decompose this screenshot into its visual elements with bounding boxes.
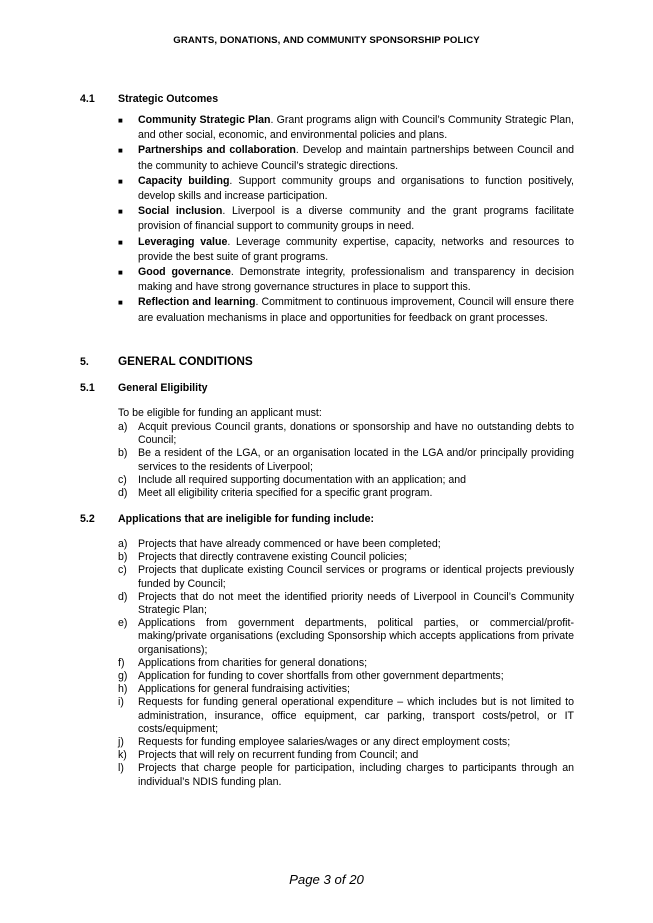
- list-item: d) Projects that do not meet the identified priority needs of Liverpool in Council’s Community Strategic Plan;: [118, 590, 574, 617]
- strategic-outcomes-list: [118, 113, 574, 326]
- bullet-item: ■ Partnerships and collaboration. Develop and maintain partnerships between Council and the community to achieve Council’s strategic directions.: [118, 144, 574, 172]
- bullet-item: ■ Community Strategic Plan. Grant programs align with Council’s Community Strategic Plan, and other social, economic, and environmental policies and plans.: [118, 114, 574, 142]
- section-5-heading: [80, 354, 253, 368]
- running-header: GRANTS, DONATIONS, AND COMMUNITY SPONSORSHIP POLICY: [173, 35, 480, 46]
- bullet-item: ■ Capacity building. Support community groups and organisations to function positively, develop skills and increase participation.: [118, 174, 574, 203]
- bullet-item: ■ Social inclusion. Liverpool is a diverse community and the grant programs facilitate provision of financial support to community groups in need.: [118, 205, 574, 233]
- list-item: b) Projects that directly contravene existing Council policies;: [118, 551, 408, 564]
- section-number: 5.1: [80, 382, 95, 394]
- section-5-1-heading: [80, 382, 207, 394]
- list-item: g) Application for funding to cover shortfalls from other government departments;: [118, 670, 504, 683]
- list-item: c) Projects that duplicate existing Council services or programs or identical projects previously funded by Council;: [118, 564, 574, 590]
- list-item: i) Requests for funding general operational expenditure – which includes but is not limited to administration, insurance, office equipment, car parking, transport costs/petrol, or IT costs/equipment;: [118, 696, 574, 735]
- section-title: Strategic Outcomes: [118, 93, 219, 105]
- bullet-item: ■ Leveraging value. Leverage community expertise, capacity, networks and resources to provide the best suite of grant programs.: [118, 235, 574, 263]
- list-item: l) Projects that charge people for participation, including charges to participants through an individual’s NDIS funding plan.: [118, 762, 574, 788]
- bullet-icon: ■: [118, 298, 123, 308]
- bullet-icon: ■: [118, 237, 123, 247]
- list-item: c) Include all required supporting documentation with an application; and: [118, 473, 467, 486]
- eligibility-intro: To be eligible for funding an applicant must:: [118, 407, 322, 419]
- section-4-1-heading: [80, 93, 218, 105]
- bullet-item: ■ Good governance. Demonstrate integrity, professionalism and transparency in decision making and have strong governance structures in place to support this.: [118, 266, 574, 294]
- bullet-icon: ■: [118, 176, 123, 186]
- eligibility-list: [118, 421, 574, 500]
- section-title: Applications that are ineligible for funding include:: [118, 513, 375, 525]
- list-item: f) Applications from charities for general donations;: [118, 656, 368, 669]
- section-title: GENERAL CONDITIONS: [118, 354, 253, 368]
- bullet-icon: ■: [118, 268, 123, 278]
- list-item: a) Projects that have already commenced or have been completed;: [118, 538, 441, 550]
- section-number: 5.: [80, 356, 89, 368]
- list-item: a) Acquit previous Council grants, donations or sponsorship and have no outstanding debts to Council;: [118, 421, 574, 447]
- page-number: Page 3 of 20: [289, 872, 364, 887]
- list-item: d) Meet all eligibility criteria specified for a specific grant program.: [118, 487, 433, 500]
- ineligible-list: [118, 538, 574, 789]
- list-item: e) Applications from government departments, political parties, or commercial/profit-making/private organisations (excluding Sponsorship which accepts applications from private organisations);: [118, 617, 574, 656]
- bullet-icon: ■: [118, 207, 123, 217]
- bullet-icon: ■: [118, 116, 123, 125]
- list-item: j) Requests for funding employee salaries/wages or any direct employment costs;: [118, 736, 511, 749]
- bullet-item: ■ Reflection and learning. Commitment to continuous improvement, Council will ensure there are evaluation mechanisms in place and opportunities for feedback on grant processes.: [118, 296, 574, 324]
- list-item: b) Be a resident of the LGA, or an organisation located in the LGA and/or principally providing services to the residents of Liverpool;: [118, 447, 574, 473]
- section-number: 4.1: [80, 93, 95, 105]
- list-item: k) Projects that will rely on recurrent funding from Council; and: [118, 749, 419, 762]
- list-item: h) Applications for general fundraising activities;: [118, 683, 350, 696]
- section-5-2-heading: [80, 513, 374, 525]
- section-number: 5.2: [80, 513, 95, 525]
- section-title: General Eligibility: [118, 382, 208, 394]
- bullet-icon: ■: [118, 146, 123, 156]
